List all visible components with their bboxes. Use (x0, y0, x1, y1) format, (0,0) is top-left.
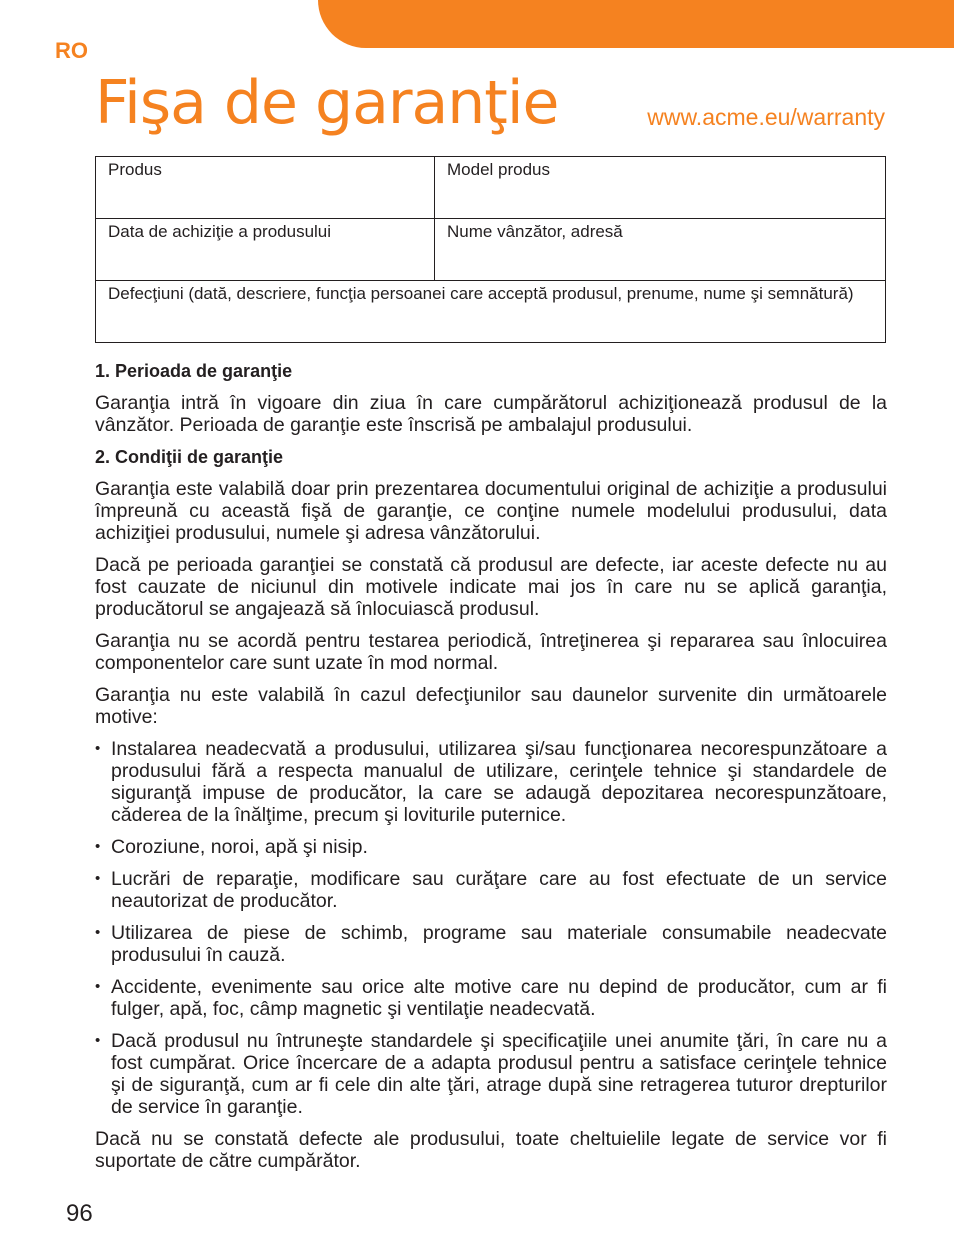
table-row (96, 157, 886, 219)
field-seller-name-address[interactable]: Nume vânzător, adresă (435, 219, 886, 281)
section-heading-warranty-period: 1. Perioada de garanţie (95, 361, 293, 381)
warranty-terms (95, 360, 887, 1182)
list-item: • Lucrări de reparaţie, modificare sau curăţare care au fost efectuate de un service neautorizat de producător. (95, 868, 887, 912)
field-product-model[interactable]: Model produs (435, 157, 886, 219)
paragraph: Dacă pe perioada garanţiei se constată că produsul are defecte, iar aceste defecte nu au fost cauzate de niciunul din motivele indicate mai jos în care nu se aplică garanţia, producătorul se angajează să înlocuiască produsul. (95, 554, 887, 620)
paragraph: Garanţia este valabilă doar prin prezentarea documentului original de achiziţie a produsului împreună cu această fişă de garanţie, ce conţine numele modelului produsului, data achiziţiei produsului, numele şi adresa vânzătorului. (95, 478, 887, 544)
list-item: • Utilizarea de piese de schimb, programe sau materiale consumabile neadecvate produsului în cauză. (95, 922, 887, 966)
language-code: RO (55, 38, 88, 63)
closing-paragraph: Dacă nu se constată defecte ale produsului, toate cheltuielile legate de service vor fi suportate de către cumpărător. (95, 1128, 887, 1172)
page-title: Fişa de garanţie (95, 68, 559, 138)
list-item: • Instalarea neadecvată a produsului, utilizarea şi/sau funcţionarea necorespunzătoare a produsului fără a respecta manualul de utilizare, cerinţele tehnice şi standardele de siguranţă impuse de producător, la care se adaugă depozitarea necorespunzătoare, căderea de la înălţime, precum şi loviturile puternice. (95, 738, 887, 826)
header-orange-tab (318, 0, 954, 48)
list-item: • Accidente, evenimente sau orice alte motive care nu depind de producător, cum ar fi fulger, apă, foc, câmp magnetic şi ventilaţie neadecvată. (95, 976, 887, 1020)
exclusions-list (95, 738, 887, 1118)
list-item: • Coroziune, noroi, apă şi nisip. (95, 836, 887, 858)
warranty-url[interactable]: www.acme.eu/warranty (647, 104, 885, 130)
paragraph: Garanţia nu este valabilă în cazul defecţiunilor sau daunelor survenite din următoarele motive: (95, 684, 887, 728)
list-item: • Dacă produsul nu întruneşte standardele şi specificaţiile unei anumite ţări, în care nu a fost cumpărat. Orice încercare de a adapta produsul pentru a satisface cerinţele tehnice şi de siguranţă, cum ar fi cele din alte ţări, atrage după sine retragerea tuturor drepturilor de service în garanţie. (95, 1030, 887, 1118)
field-product[interactable]: Produs (96, 157, 435, 219)
table-row (96, 219, 886, 281)
paragraph: Garanţia intră în vigoare din ziua în care cumpărătorul achiziţionează produsul de la vânzător. Perioada de garanţie este înscrisă pe ambalajul produsului. (95, 392, 887, 436)
warranty-form-table (95, 156, 886, 343)
field-purchase-date[interactable]: Data de achiziţie a produsului (96, 219, 435, 281)
page-number: 96 (66, 1200, 93, 1227)
section-heading-warranty-conditions: 2. Condiţii de garanţie (95, 447, 284, 467)
table-row (96, 281, 886, 343)
field-defects[interactable]: Defecţiuni (dată, descriere, funcţia persoanei care acceptă produsul, prenume, nume şi semnătură) (96, 281, 886, 343)
paragraph: Garanţia nu se acordă pentru testarea periodică, întreţinerea şi repararea sau înlocuirea componentelor care sunt uzate în mod normal. (95, 630, 887, 674)
